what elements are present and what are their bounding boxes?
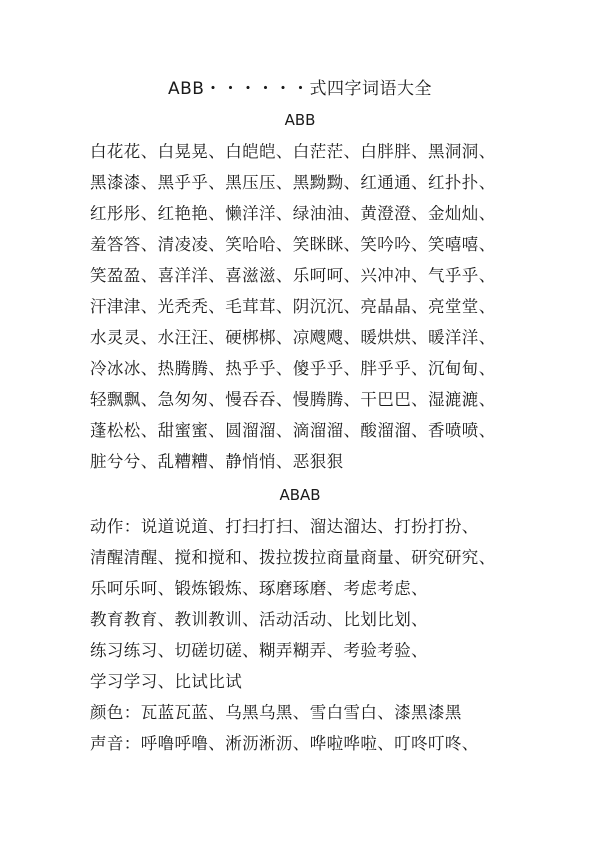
text-line: 黑漆漆、黑乎乎、黑压压、黑黝黝、红通通、红扑扑、 xyxy=(90,173,496,192)
text-line: 乐呵乐呵、锻炼锻炼、琢磨琢磨、考虑考虑、 xyxy=(90,579,428,598)
text-line: 声音：呼噜呼噜、淅沥淅沥、哗啦哗啦、叮咚叮咚、 xyxy=(90,734,479,753)
text-line: 羞答答、清凌凌、笑哈哈、笑眯眯、笑吟吟、笑嘻嘻、 xyxy=(90,235,496,254)
text-line: 笑盈盈、喜洋洋、喜滋滋、乐呵呵、兴冲冲、气乎乎、 xyxy=(90,266,496,285)
document-title: ABB・・・・・・式四字词语大全 xyxy=(168,79,432,99)
text-line: 脏兮兮、乱糟糟、静悄悄、恶狠狠 xyxy=(90,452,344,471)
text-line: 清醒清醒、搅和搅和、拨拉拨拉商量商量、研究研究、 xyxy=(90,548,496,567)
text-line: 学习学习、比试比试 xyxy=(90,672,243,691)
text-line: 轻飘飘、急匆匆、慢吞吞、慢腾腾、干巴巴、湿漉漉、 xyxy=(90,390,496,409)
text-line: 动作：说道说道、打扫打扫、溜达溜达、打扮打扮、 xyxy=(90,517,479,536)
text-line: 练习练习、切磋切磋、糊弄糊弄、考验考验、 xyxy=(90,641,428,660)
text-line: 白花花、白晃晃、白皑皑、白茫茫、白胖胖、黑洞洞、 xyxy=(90,142,496,161)
section-heading-abb: ABB xyxy=(284,111,316,129)
text-line: 水灵灵、水汪汪、硬梆梆、凉飕飕、暖烘烘、暖洋洋、 xyxy=(90,328,496,347)
text-line: 教育教育、教训教训、活动活动、比划比划、 xyxy=(90,610,428,629)
text-line: 汗津津、光秃秃、毛茸茸、阴沉沉、亮晶晶、亮堂堂、 xyxy=(90,297,496,316)
section-heading-abab: ABAB xyxy=(279,486,321,504)
text-line: 红彤彤、红艳艳、懒洋洋、绿油油、黄澄澄、金灿灿、 xyxy=(90,204,496,223)
text-line: 蓬松松、甜蜜蜜、圆溜溜、滴溜溜、酸溜溜、香喷喷、 xyxy=(90,421,496,440)
text-line: 颜色：瓦蓝瓦蓝、乌黑乌黑、雪白雪白、漆黑漆黑 xyxy=(90,703,462,722)
text-line: 冷冰冰、热腾腾、热乎乎、傻乎乎、胖乎乎、沉甸甸、 xyxy=(90,359,496,378)
